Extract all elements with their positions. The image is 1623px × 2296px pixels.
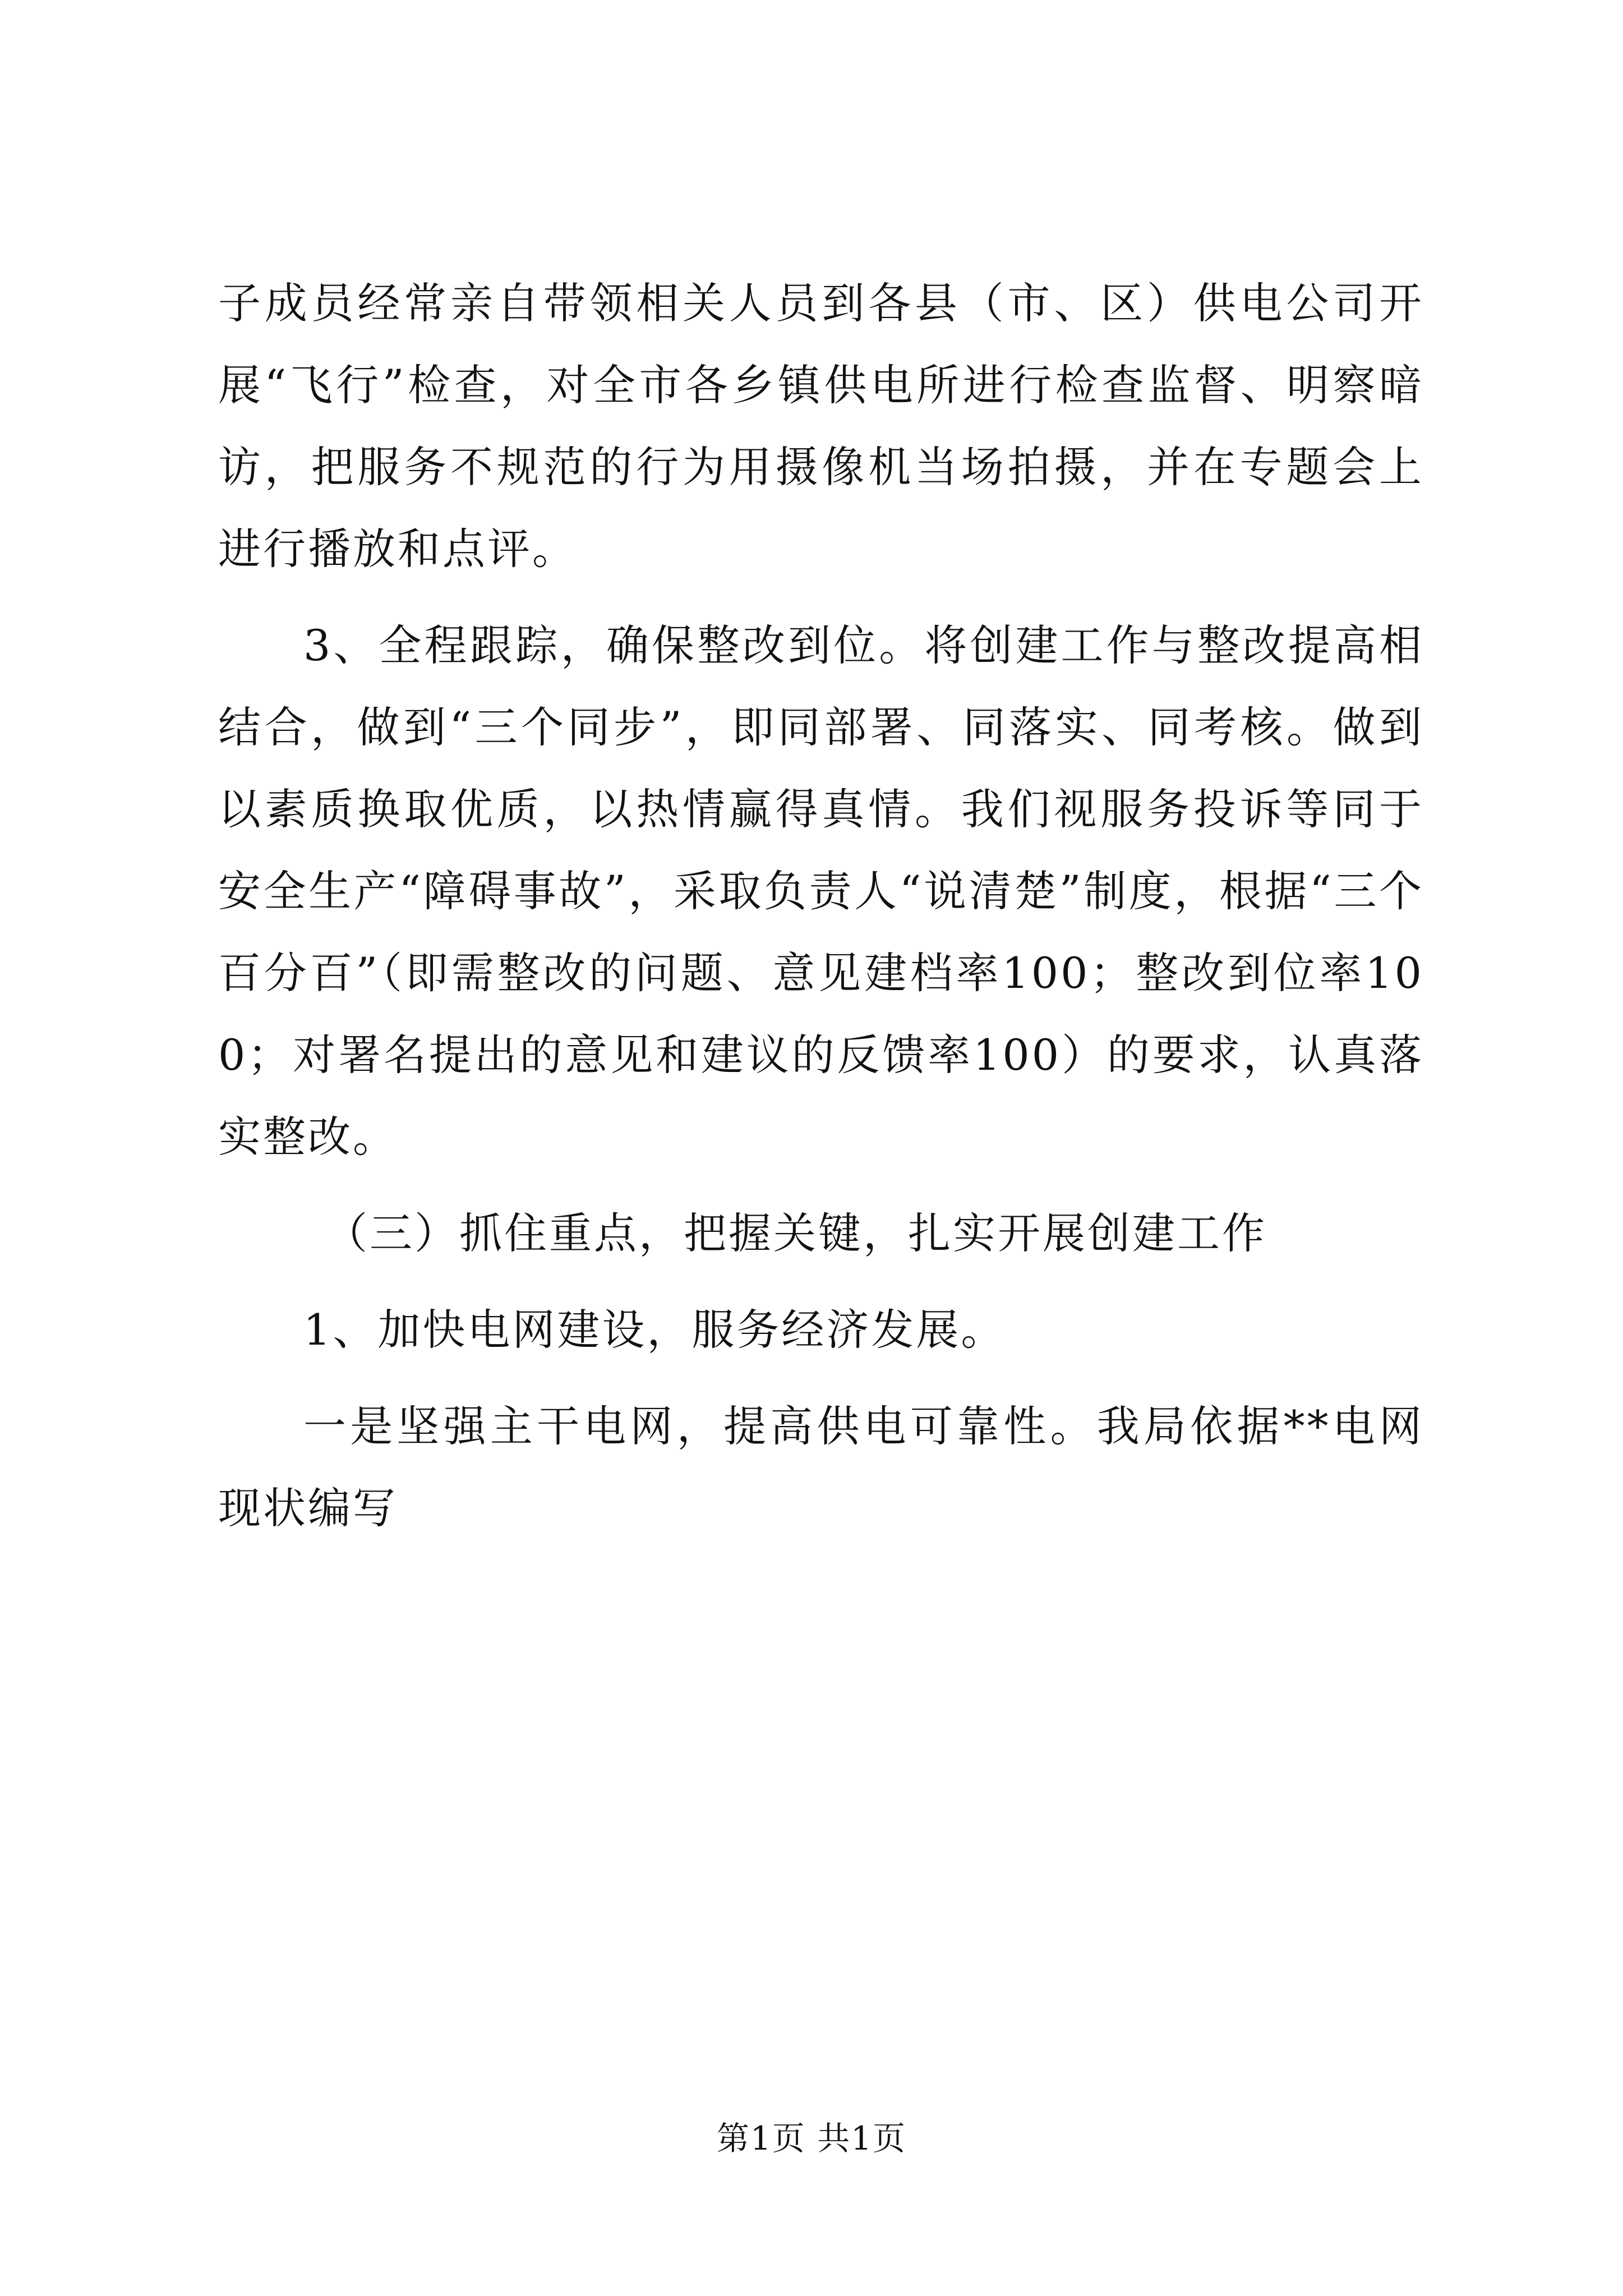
page-footer: 第1页 共1页 <box>716 2119 907 2157</box>
paragraph-grid-construction: 1、加快电网建设，服务经济发展。 <box>303 1305 1006 1355</box>
section-heading: （三）抓住重点，把握关键，扎实开展创建工作 <box>325 1208 1267 1258</box>
document-body <box>218 263 1424 1564</box>
paragraph-tracking: 3、全程跟踪，确保整改到位。将创建工作与整改提高相结合，做到“三个同步”，即同部署、同落实、同考核。做到以素质换取优质，以热情赢得真情。我们视服务投诉等同于安全生产“障碍事故”，采取负责人“说清楚”制度，根据“三个百分百”（即需整改的问题、意见建档率100；整改到位率100；对署名提出的意见和建议的反馈率100）的要求，认真落实整改。 <box>218 620 1424 1162</box>
paragraph-continued: 子成员经常亲自带领相关人员到各县（市、区）供电公司开展“飞行”检查，对全市各乡镇供电所进行检查监督、明察暗访，把服务不规范的行为用摄像机当场拍摄，并在专题会上进行播放和点评。 <box>218 278 1424 574</box>
paragraph-main-grid: 一是坚强主干电网，提高供电可靠性。我局依据**电网现状编写 <box>218 1401 1424 1533</box>
